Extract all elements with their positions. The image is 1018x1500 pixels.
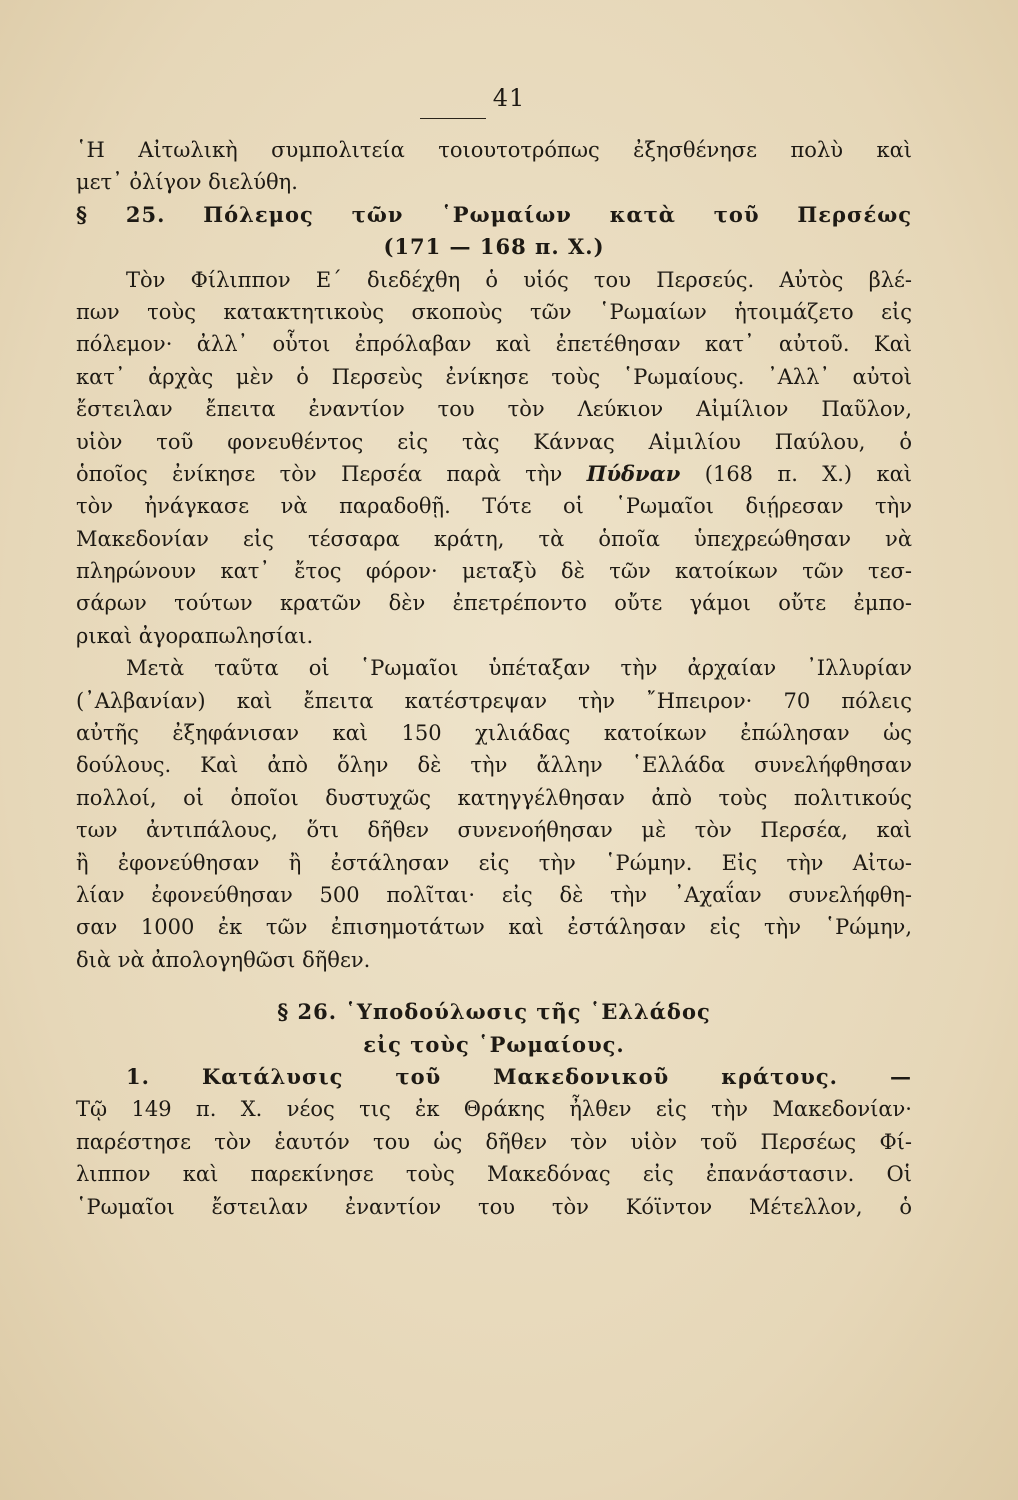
paragraph-line: σαν 1000 ἐκ τῶν ἐπισημοτάτων καὶ ἐστάλησαν εἰς τὴν ῾Ρώμην, (76, 915, 912, 940)
section-25-dates: (171 — 168 π. Χ.) (383, 234, 605, 260)
paragraph-line: (᾽Αλβανίαν) καὶ ἔπειτα κατέστρεψαν τὴν ῎Ηπειρον· 70 πόλεις (76, 688, 912, 713)
paragraph-line: ἔστειλαν ἔπειτα ἐναντίον του τὸν Λεύκιον Αἰμίλιον Παῦλον, (76, 397, 912, 422)
paragraph-line: ἢ ἐφονεύθησαν ἢ ἐστάλησαν εἰς τὴν ῾Ρώμην. Εἰς τὴν Αἰτω- (76, 850, 912, 875)
paragraph-line: ρικαὶ ἀγοραπωλησίαι. (76, 623, 314, 648)
section-26-heading-continued: εἰς τοὺς ῾Ρωμαίους. (363, 1031, 625, 1057)
section-25-heading: § 25. Πόλεμος τῶν ῾Ρωμαίων κατὰ τοῦ Περσέως (76, 201, 912, 227)
subheading: 1. Κατάλυσις τοῦ Μακεδονικοῦ κράτους. — (126, 1063, 912, 1089)
text-run: ὁποῖος ἐνίκησε τὸν Περσέα παρὰ τὴν (76, 461, 563, 486)
paragraph-line: τὸν ἠνάγκασε νὰ παραδοθῇ. Τότε οἱ ῾Ρωμαῖοι διῄρεσαν τὴν (76, 494, 912, 519)
paragraph-line: υἱὸν τοῦ φονευθέντος εἰς τὰς Κάννας Αἰμιλίου Παύλου, ὁ (76, 429, 912, 454)
paragraph-line: πόλεμον· ἀλλ᾽ οὗτοι ἐπρόλαβαν καὶ ἐπετέθησαν κατ᾽ αὐτοῦ. Καὶ (76, 332, 912, 357)
intro-line: μετ᾽ ὀλίγον διελύθη. (76, 170, 298, 195)
paragraph-line: κατ᾽ ἀρχὰς μὲν ὁ Περσεὺς ἐνίκησε τοὺς ῾Ρωμαίους. ᾽Αλλ᾽ αὐτοὶ (76, 364, 912, 389)
paragraph-line: διὰ νὰ ἀπολογηθῶσι δῆθεν. (76, 947, 371, 972)
text-run: (168 π. Χ.) καὶ (704, 461, 912, 486)
paragraph-line: λιππον καὶ παρεκίνησε τοὺς Μακεδόνας εἰς ἐπανάστασιν. Οἱ (76, 1162, 912, 1187)
page-number-rule (420, 118, 486, 119)
emphasis-pydna: Πύδναν (586, 460, 681, 486)
section-26-heading: § 26. ῾Υποδούλωσις τῆς ῾Ελλάδος (277, 999, 711, 1025)
paragraph-line: Μακεδονίαν εἰς τέσσαρα κράτη, τὰ ὁποῖα ὑπεχρεώθησαν νὰ (76, 526, 912, 551)
paragraph-line: σάρων τούτων κρατῶν δὲν ἐπετρέποντο οὔτε γάμοι οὔτε ἐμπο- (76, 591, 912, 616)
paragraph-line: αὐτῆς ἐξηφάνισαν καὶ 150 χιλιάδας κατοίκων ἐπώλησαν ὡς (76, 721, 912, 746)
paragraph-line: Τὸν Φίλιππον Ε´ διεδέχθη ὁ υἱός του Περσεύς. Αὐτὸς βλέ- (126, 267, 912, 292)
paragraph-line: Τῷ 149 π. Χ. νέος τις ἐκ Θράκης ἦλθεν εἰς τὴν Μακεδονίαν· (76, 1097, 912, 1122)
paragraph-line: των ἀντιπάλους, ὅτι δῆθεν συνενοήθησαν μὲ τὸν Περσέα, καὶ (76, 818, 912, 843)
paragraph-line: Μετὰ ταῦτα οἱ ῾Ρωμαῖοι ὑπέταξαν τὴν ἀρχαίαν ᾽Ιλλυρίαν (126, 656, 912, 681)
paragraph-line: παρέστησε τὸν ἑαυτόν του ὡς δῆθεν τὸν υἱὸν τοῦ Περσέως Φί- (76, 1129, 912, 1154)
paragraph-line (76, 458, 912, 490)
paragraph-line: πολλοί, οἱ ὁποῖοι δυστυχῶς κατηγγέλθησαν ἀπὸ τοὺς πολιτικούς (76, 785, 912, 810)
page-text (76, 134, 912, 1223)
paragraph-line: ῾Ρωμαῖοι ἔστειλαν ἐναντίον του τὸν Κόϊντον Μέτελλον, ὁ (76, 1194, 912, 1219)
paragraph-line: πληρώνουν κατ᾽ ἔτος φόρον· μεταξὺ δὲ τῶν κατοίκων τῶν τεσ- (76, 559, 912, 584)
paragraph-line: πων τοὺς κατακτητικοὺς σκοποὺς τῶν ῾Ρωμαίων ἡτοιμάζετο εἰς (76, 299, 912, 324)
paragraph-line: λίαν ἐφονεύθησαν 500 πολῖται· εἰς δὲ τὴν ᾽Αχαΐαν συνελήφθη- (76, 882, 912, 907)
page-number: 41 (492, 84, 526, 112)
section-gap (76, 976, 912, 996)
intro-line: ῾Η Αἰτωλικὴ συμπολιτεία τοιουτοτρόπως ἐξησθένησε πολὺ καὶ (76, 138, 912, 162)
paragraph-line: δούλους. Καὶ ἀπὸ ὅλην δὲ τὴν ἄλλην ῾Ελλάδα συνελήφθησαν (76, 753, 912, 778)
